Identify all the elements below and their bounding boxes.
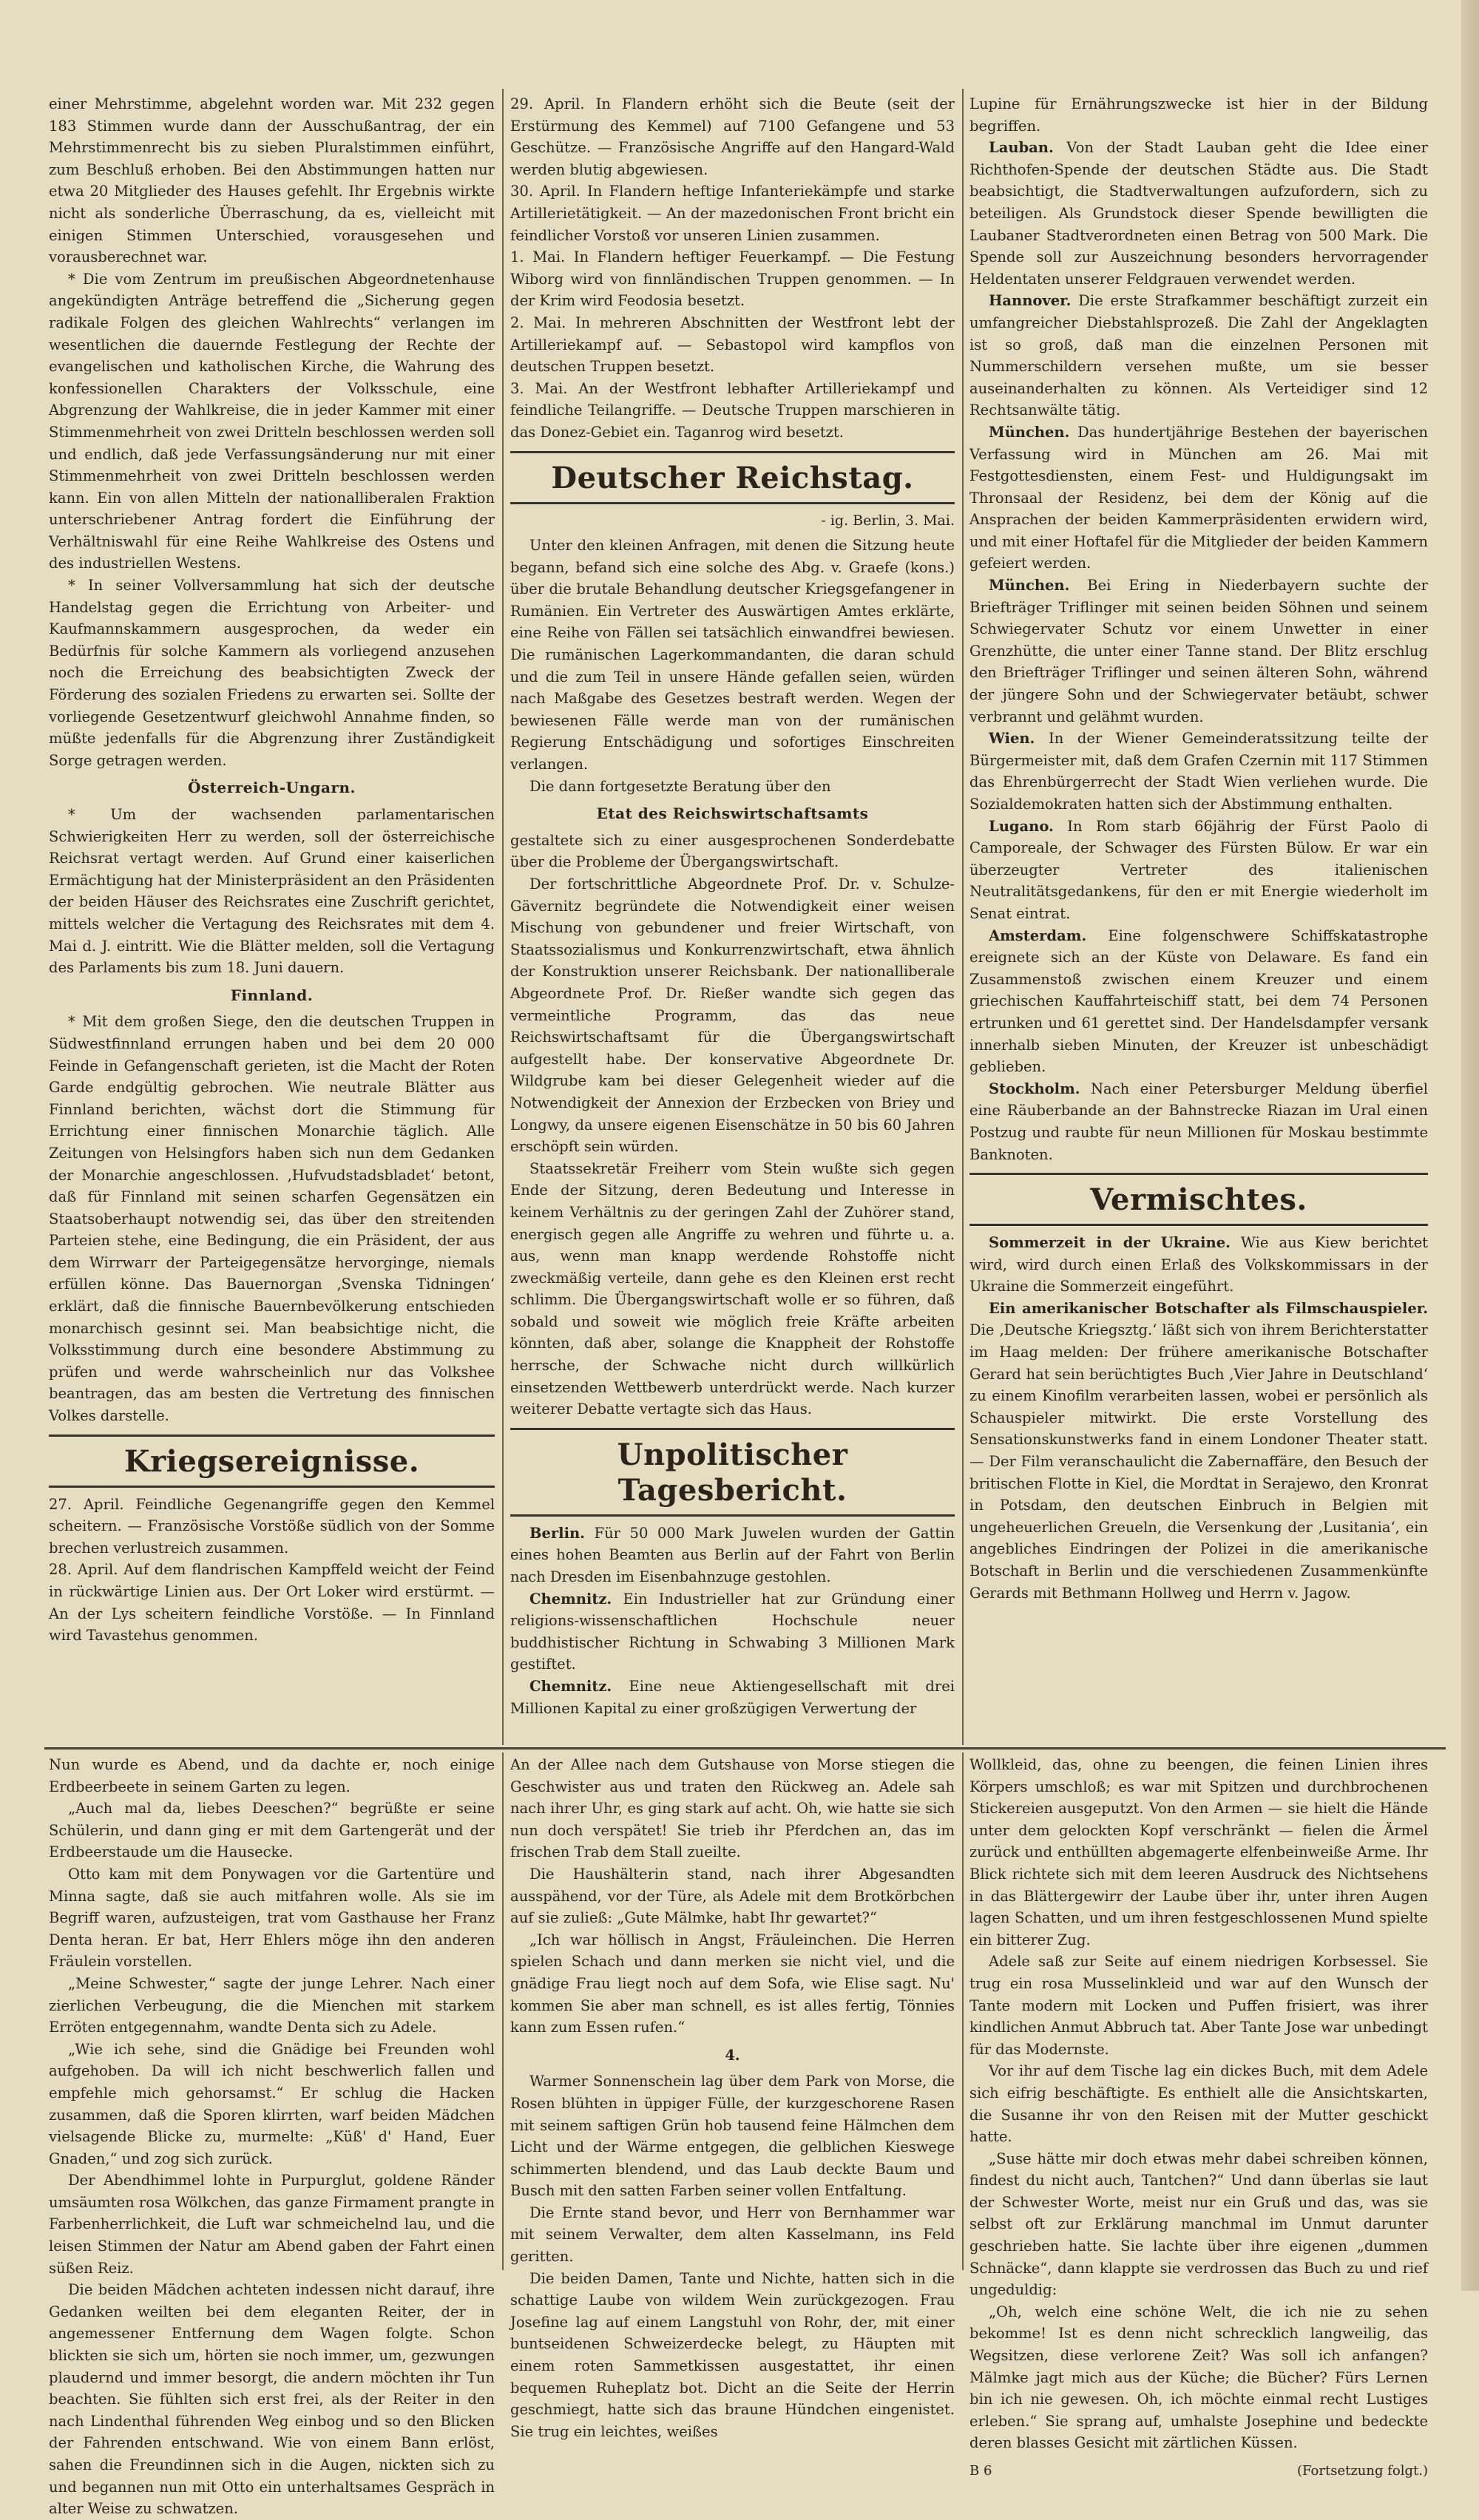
text-paragraph: * Die vom Zentrum im preußischen Abgeordnetenhause angekündigten Anträge betreffend die „Sicherung gegen radikale Folgen des gleichen Wahlrechts“ verlangen im wesentlichen die dauernde Festlegung der Rechte der evangelischen und katholischen Kirche, die Wahrung des konfessionellen Charakters der Volksschule, eine Abgrenzung der Wahlkreise, die in jeder Kammer mit einer Stimmenmehrheit von zwei Dritteln beschlossen werden soll und endlich, daß jede Verfassungsänderung nur mit einer Stimmenmehrheit von zwei Dritteln beschlossen werden kann. Ein von allen Mitteln der nationalliberalen Fraktion unterschriebener Antrag fordert die Einführung der Verhältniswahl für eine Reihe Wahlkreise des Ostens und des industriellen Westens. [49, 270, 495, 572]
news-text: Ein Industrieller hat zur Gründung einer religions-wissenschaftlichen Hochschule neuer buddhistischer Richtung in Schwabing 3 Millionen Mark gestiftet. [510, 1590, 955, 1673]
news-text: In Rom starb 66jährig der Fürst Paolo di Camporeale, der Schwager des Fürsten Bülow. Er war ein überzeugter Vertreter des italienischen Neutralitätsgedankens, für den er mit Energie wiederholt im Senat eintrat. [969, 817, 1428, 922]
news-text: Nach einer Petersburger Meldung überfiel eine Räuberbande an der Bahnstrecke Riazan im Ural einen Postzug und raubte für neun Millionen für Moskau bestimmte Banknoten. [969, 1080, 1428, 1163]
news-location: München. [989, 423, 1070, 441]
story-paragraph: Warmer Sonnenschein lag über dem Park von Morse, die Rosen blühten in üppiger Fülle, der kurzgeschorene Rasen mit seinem saftigen Grün hob tausend feine Hälmchen dem Licht und der Wärme entgegen, die gelblichen Kieswege schimmerten blendend, und das Laub deckte Baum und Busch mit den satten Farben seiner vollen Entfaltung. [510, 2073, 955, 2200]
news-text: Eine folgenschwere Schiffskatastrophe ereignete sich an der Küste von Delaware. Es fand ein Zusammenstoß zwischen einem Kreuzer und einem griechischen Kauffahrteischiff statt, bei dem 74 Personen ertrunken und 61 gerettet sind. Der Handelsdampfer versank innerhalb sieben Minuten, der Kreuzer ist unbeschädigt geblieben. [969, 927, 1428, 1076]
page-divider [44, 1747, 1446, 1750]
news-location: Lauban. [989, 139, 1054, 157]
text-paragraph: gestaltete sich zu einer ausgesprochenen Sonderdebatte über die Probleme der Übergangswirtschaft. [510, 831, 955, 871]
story-paragraph: „Suse hätte mir doch etwas mehr dabei schreiben können, findest du nicht auch, Tantchen?“ Und dann überlas sie laut der Schwester Worte, meist nur ein Gruß und das, was sie selbst oft zur Erklärung manchmal im Unmut darunter geschrieben hatte. Sie lachte über ihre eigenen „dummen Schnäcke“, dann klappte sie verdrossen das Buch zu und rief ungeduldig: [969, 2150, 1428, 2299]
dateline: - ig. Berlin, 3. Mai. [821, 512, 955, 529]
news-item [969, 1232, 1428, 1298]
news-location: Wien. [989, 730, 1035, 748]
top-column-1 [49, 93, 495, 1744]
story-paragraph: „Oh, welch eine schöne Welt, die ich nie zu sehen bekomme! Ist es denn nicht schrecklich langweilig, das Wegsitzen, diese verlorene Zeit? Was soll ich anfangen? Mälmke jagt mich aus der Küche; die Bücher? Fürs Lernen bin ich nie gewesen. Oh, ich möchte einmal recht Lustiges erleben.“ Sie sprang auf, umhalste Josephine und bedeckte deren blasses Gesicht mit zärtlichen Küssen. [969, 2303, 1428, 2452]
news-location: Chemnitz. [529, 1590, 612, 1608]
event-entry: 3. Mai. An der Westfront lebhafter Artilleriekampf und feindliche Teilangriffe. — Deutsche Truppen marschieren in das Donez-Gebiet ein. Taganrog wird besetzt. [510, 379, 955, 441]
text-paragraph: Staatssekretär Freiherr vom Stein wußte sich gegen Ende der Sitzung, deren Bedeutung und Interesse in keinem Verhältnis zu der geringen Zahl der Zuhörer stand, energisch gegen alle Angriffe zu wehren und führte u. a. aus, wenn man knapp werdende Rohstoffe nicht zweckmäßig verteile, dann gehe es den Kleinen erst recht schlimm. Die Übergangswirtschaft wolle er so führen, daß sobald und soweit wie möglich freie Kräfte arbeiten könnten, daß aber, solange die Knappheit der Rohstoffe herrsche, der Schwache nicht durch willkürlich einsetzenden Wettbewerb unterdrückt werde. Nach kurzer weiterer Debatte vertagte sich das Haus. [510, 1159, 955, 1418]
story-paragraph: An der Allee nach dem Gutshause von Morse stiegen die Geschwister aus und traten den Rückweg an. Adele sah nach ihrer Uhr, es ging stark auf acht. Oh, wie hatte sie sich nun doch verspätet! Sie trieb ihr Pferdchen an, das im frischen Trab dem Stall zueilte. [510, 1756, 955, 1861]
news-location: Hannover. [989, 292, 1072, 310]
top-column-2 [510, 93, 955, 1744]
news-text: Für 50 000 Mark Juwelen wurden der Gattin eines hohen Beamten aus Berlin auf der Fahrt von Berlin nach Dresden im Eisenbahnzuge gestohlen. [510, 1524, 955, 1586]
news-text: Die erste Strafkammer beschäftigt zurzeit ein umfangreicher Diebstahlsprozeß. Die Zahl der Angeklagten ist so groß, daß man die einzelnen Personen mit Nummerschildern versehen mußte, um sie besser auseinanderhalten zu können. Als Verteidiger sind 12 Rechtsanwälte tätig. [969, 292, 1428, 419]
story-paragraph: „Ich war höllisch in Angst, Fräuleinchen. Die Herren spielen Schach und dann merken sie nicht viel, und die gnädige Frau liegt noch auf dem Sofa, wie Elise sagt. Nu' kommen Sie aber man schnell, es ist alles fertig, Tönnies kann zum Essen rufen.“ [510, 1931, 955, 2036]
story-column-1 [49, 1754, 495, 2518]
section-heading: Vermischtes. [969, 1173, 1428, 1226]
story-paragraph: Die beiden Damen, Tante und Nichte, hatten sich in die schattige Laube von wildem Wein zurückgezogen. Frau Josefine lag auf einem Langstuhl von Rohr, der, mit einer buntseidenen Schweizerdecke belegt, zu Häupten mit einem roten Sammetkissen ausgestattet, ihr einen bequemen Ruheplatz bot. Dicht an die Seite der Herrin geschmiegt, hatte sich das braune Hündchen eingenistet. Sie trug ein leichtes, weißes [510, 2269, 955, 2440]
news-item [510, 1676, 955, 1719]
story-column-3 [969, 1754, 1428, 2479]
news-text: In der Wiener Gemeinderatssitzung teilte der Bürgermeister mit, daß dem Grafen Czernin mit 117 Stimmen das Ehrenbürgerrecht der Stadt Wien verliehen wurde. Die Sozialdemokraten hatten sich der Abstimmung enthalten. [969, 730, 1428, 813]
news-location: Chemnitz. [529, 1678, 612, 1695]
story-paragraph: Der Abendhimmel lohte in Purpurglut, goldene Ränder umsäumten rosa Wölkchen, das ganze Firmament prangte in Farbenherrlichkeit, die Luft war schmeichelnd lau, und die leisen Stimmen der Natur am Abend gaben der Fahrt einen süßen Reiz. [49, 2172, 495, 2277]
text-paragraph: * In seiner Vollversammlung hat sich der deutsche Handelstag gegen die Errichtung von Arbeiter- und Kaufmannskammern ausgesprochen, da weder ein Bedürfnis für solche Kammern als vorliegend anzusehen noch die Erreichung des beabsichtigten Zweck der Förderung des sozialen Friedens zu erwarten sei. Sollte der vorliegende Gesetzentwurf gleichwohl Annahme finden, so müßte jedenfalls für die Abgrenzung ihrer Zuständigkeit Sorge getragen werden. [49, 577, 495, 769]
text-paragraph: einer Mehrstimme, abgelehnt worden war. Mit 232 gegen 183 Stimmen wurde dann der Ausschußantrag, der ein Mehrstimmenrecht bis zu sieben Pluralstimmen einführt, zum Beschluß erhoben. Bei den Abstimmungen hatten nur etwa 20 Mitglieder des Hauses gefehlt. Ihr Ergebnis wirkte nicht als sonderliche Überraschung, da es, vielleicht mit einigen Stimmen Unterschied, vorausgesehen und vorausberechnet war. [49, 95, 495, 266]
text-paragraph: Unter den kleinen Anfragen, mit denen die Sitzung heute begann, befand sich eine solche des Abg. v. Graefe (kons.) über die brutale Behandlung deutscher Kriegsgefangener in Rumänien. Ein Vertreter des Auswärtigen Amtes erklärte, eine Reihe von Fällen sei tatsächlich einwandfrei bewiesen. Die rumänischen Lagerkommandanten, die daran schuld und die zum Teil in unsere Hände gefallen seien, würden nach Maßgabe des Gesetzes bestraft werden. Wegen der bewiesenen Fälle werde man von der rumänischen Regierung Entschädigung und sofortiges Einschreiten verlangen. [510, 537, 955, 773]
event-entry: 1. Mai. In Flandern heftiger Feuerkampf. — Die Festung Wiborg wird von finnländischen Truppen genommen. — In der Krim wird Feodosia besetzt. [510, 248, 955, 310]
news-location: München. [989, 577, 1070, 595]
story-paragraph: Vor ihr auf dem Tische lag ein dickes Buch, mit dem Adele sich eifrig beschäftigte. Es enthielt alle die Ansichtskarten, die Susanne ihr von den Reisen mit der Mutter geschickt hatte. [969, 2062, 1428, 2146]
news-location: Berlin. [529, 1524, 585, 1542]
text-paragraph: Der fortschrittliche Abgeordnete Prof. Dr. v. Schulze-Gävernitz begründete die Notwendigkeit einer weisen Mischung von gebundener und freier Wirtschaft, von Staatssozialismus und Konkurrenzwirtschaft, etwa ähnlich der Konstruktion unserer Reichsbank. Der nationalliberale Abgeordnete Prof. Dr. Rießer wandte sich gegen das vermeintliche Programm, das das neue Reichswirtschaftsamt für die Übergangswirtschaft aufgestellt habe. Der konservative Abgeordnete Dr. Wildgrube kam bei dieser Gelegenheit wieder auf die Notwendigkeit der Annexion der Erzbecken von Briey und Longwy, da unsere eigenen Eisenschätze in 50 bis 60 Jahren erschöpft sein würden. [510, 875, 955, 1156]
story-paragraph: Adele saß zur Seite auf einem niedrigen Korbsessel. Sie trug ein rosa Musselinkleid und war auf den Wunsch der Tante modern mit Locken und Puffen frisiert, was ihrer kindlichen Anmut Abbruch tat. Aber Tante Jose war unbedingt für das Modernste. [969, 1953, 1428, 2058]
news-text: Wie aus Kiew berichtet wird, wird durch einen Erlaß des Volkskommissars in der Ukraine die Sommerzeit eingeführt. [969, 1234, 1428, 1295]
text-paragraph: Lupine für Ernährungszwecke ist hier in der Bildung begriffen. [969, 95, 1428, 135]
news-item [969, 290, 1428, 421]
subheading: Etat des Reichswirtschaftsamts [596, 805, 869, 823]
event-entry: 29. April. In Flandern erhöht sich die Beute (seit der Erstürmung des Kemmel) auf 7100 Gefangene und 53 Geschütze. — Französische Angriffe auf den Hangard-Wald werden blutig abgewiesen. [510, 95, 955, 178]
news-item [969, 925, 1428, 1078]
page-binding-edge [1461, 0, 1479, 2291]
story-paragraph: Otto kam mit dem Ponywagen vor die Gartentüre und Minna sagte, daß sie auch mitfahren wolle. Als sie im Begriff waren, aufzusteigen, trat vom Gasthause her Franz Denta heran. Er bat, Herr Ehlers möge ihn den anderen Fräulein vorstellen. [49, 1865, 495, 1971]
story-paragraph: „Wie ich sehe, sind die Gnädige bei Freunden wohl aufgehoben. Da will ich nicht beschwerlich fallen und empfehle mich gehorsamst.“ Er schlug die Hacken zusammen, daß die Sporen klirrten, warf beiden Mädchen vielsagende Blicke zu, murmelte: „Küß' d' Hand, Euer Gnaden,“ und zog sich zurück. [49, 2040, 495, 2167]
story-paragraph: „Auch mal da, liebes Deeschen?“ begrüßte er seine Schülerin, und dann ging er mit dem Gartengerät und der Erdbeerstaude um die Hausecke. [49, 1800, 495, 1861]
column-rule [502, 1752, 504, 2270]
text-paragraph: * Mit dem großen Siege, den die deutschen Truppen in Südwestfinnland errungen haben und bei dem 20 000 Feinde in Gefangenschaft gerieten, ist die Macht der Roten Garde endgültig gebrochen. Wie neutrale Blätter aus Finnland berichten, wächst dort die Stimmung für Errichtung einer finnischen Monarchie täglich. Alle Zeitungen von Helsingfors haben sich nun dem Gedanken der Monarchie angeschlossen. ‚Hufvudstadsbladet‘ betont, daß für Finnland mit seinen scharfen Gegensätzen ein Staatsoberhaupt notwendig sei, das über den streitenden Parteien stehe, eine Bedingung, die ein Präsident, der aus dem Wirrwarr der Parteigegensätze hervorginge, niemals erfüllen könne. Das Bauernorgan ‚Svenska Tidningen‘ erklärt, daß die finnische Bauernbevölkerung entschieden monarchisch gesinnt sei. Man beabsichtige nicht, die Volksstimmung durch eine besondere Abstimmung zu prüfen und werde wahrscheinlich nur das Volkshee beantragen, das am besten die Vertretung des finnischen Volkes darstelle. [49, 1013, 495, 1425]
story-paragraph: Nun wurde es Abend, und da dachte er, noch einige Erdbeerbeete in seinem Garten zu legen. [49, 1756, 495, 1795]
section-heading: Unpolitischer Tagesbericht. [510, 1428, 955, 1517]
subheading: Finnland. [230, 986, 314, 1004]
text-paragraph: Die dann fortgesetzte Beratung über den [529, 777, 831, 795]
story-paragraph: Die Haushälterin stand, nach ihrer Abgesandten ausspähend, vor der Türe, als Adele mit dem Brotkörbchen auf sie zuließ: „Gute Mälmke, habt Ihr gewartet?“ [510, 1865, 955, 1927]
story-paragraph: Die Ernte stand bevor, und Herr von Bernhammer war mit seinem Verwalter, dem alten Kasselmann, ins Feld geritten. [510, 2204, 955, 2266]
section-heading: Deutscher Reichstag. [510, 451, 955, 504]
news-subheading: Ein amerikanischer Botschafter als Filmschauspieler. [989, 1299, 1428, 1317]
story-column-2 [510, 1754, 955, 2440]
news-item [969, 728, 1428, 815]
news-text: Die ‚Deutsche Kriegsztg.‘ läßt sich von ihrem Berichterstatter im Haag melden: Der frühere amerikanische Botschafter Gerard hat sein berüchtigtes Buch ‚Vier Jahre in Deutschland‘ zu einem Kinofilm verarbeiten lassen, wobei er persönlich als Schauspieler mitwirkt. Die erste Vorstellung des Sensationskunstwerks fand in einem Londoner Theater statt. — Der Film veranschaulicht die Zabernaffäre, den Besuch der britischen Flotte in Kiel, die Mordtat in Serajewo, den Kronrat in Potsdam, den deutschen Einbruch in Belgien mit ungeheuerlichen Greueln, die Versenkung der ‚Lusitania‘, ein angebliches Eindringen der Polizei in die amerikanische Botschaft in Berlin und die verschiedenen Zusammenkünfte Gerards mit Bethmann Hollweg und Herrn v. Jagow. [969, 1321, 1428, 1602]
text-paragraph: * Um der wachsenden parlamentarischen Schwierigkeiten Herr zu werden, soll der österreichische Reichsrat vertagt werden. Auf Grund einer kaiserlichen Ermächtigung hat der Ministerpräsident an den Präsidenten der beiden Häuser des Reichsrates eine Zuschrift gerichtet, mittels welcher die Vertagung des Reichsrates mit dem 4. Mai d. J. eintritt. Wie die Blätter melden, soll die Vertagung des Parlaments bis zum 18. Juni dauern. [49, 806, 495, 977]
news-item [969, 137, 1428, 290]
news-text: Von der Stadt Lauban geht die Idee einer Richthofen-Spende der deutschen Städte aus. Die Stadt beabsichtigt, die Stadtverwaltungen aufzufordern, sich zu beteiligen. Als Grundstock dieser Spende bewilligten die Laubaner Stadtverordneten einen Betrag von 500 Mark. Die Spende soll zur Auszeichnung besonders hervorragender Heldentaten unserer Feldgrauen verwendet werden. [969, 139, 1428, 288]
story-paragraph: „Meine Schwester,“ sagte der junge Lehrer. Nach einer zierlichen Verbeugung, die die Mienchen mit starkem Erröten entgegennahm, wandte Denta sich zu Adele. [49, 1974, 495, 2036]
column-rule [962, 89, 964, 1745]
story-paragraph: Die beiden Mädchen achteten indessen nicht darauf, ihre Gedanken weilten bei dem eleganten Reiter, der in angemessener Entfernung dem Wagen folgte. Schon blickten sie sich um, hörten sie noch immer, um, gezwungen plaudernd und immer besorgt, die andern möchten ihr Tun beachten. Sie fühlten sich erst frei, als der Reiter in den nach Lindenthal führenden Weg einbog und so den Blicken der Fahrenden entschwand. Wie von einem Bann erlöst, sahen die Freundinnen sich in die Augen, nickten sich zu und begannen nun mit Otto ein unterhaltsames Gespräch in alter Weise zu schwatzen. [49, 2281, 495, 2518]
news-item [969, 1298, 1428, 1604]
news-location: Lugano. [989, 817, 1054, 835]
news-location: Stockholm. [989, 1080, 1080, 1097]
news-text: Bei Ering in Niederbayern suchte der Briefträger Triflinger mit seinen beiden Söhnen und seinem Schwiegervater Schutz vor einem Unwetter in einer Grenzhütte, die unter einer Tanne stand. Der Blitz erschlug den Briefträger Triflinger und seinen älteren Sohn, während der jüngere Sohn und der Schwiegervater betäubt, schwer verbrannt und gelähmt wurden. [969, 577, 1428, 725]
news-subheading: Sommerzeit in der Ukraine. [989, 1234, 1231, 1252]
news-item [969, 575, 1428, 728]
news-text: Eine neue Aktiengesellschaft mit drei Millionen Kapital zu einer großzügigen Verwertung der [510, 1678, 955, 1717]
chapter-number: 4. [725, 2046, 740, 2064]
news-text: Das hundertjährige Bestehen der bayerischen Verfassung wird in München am 26. Mai mit Festgottesdiensten, einem Fest- und Huldigungsakt im Thronsaal der Residenz, bei dem der König auf die Ansprachen der beiden Kammerpräsidenten erwidern wird, und mit einer Hoftafel für die Mitglieder der beiden Kammern gefeiert werden. [969, 423, 1428, 572]
section-heading: Kriegsereignisse. [49, 1435, 495, 1488]
news-item [969, 421, 1428, 575]
news-item [510, 1522, 955, 1588]
event-entry: 27. April. Feindliche Gegenangriffe gegen den Kemmel scheitern. — Französische Vorstöße südlich von der Somme brechen verlustreich zusammen. [49, 1495, 495, 1557]
subheading: Österreich-Ungarn. [187, 779, 356, 797]
event-entry: 2. Mai. In mehreren Abschnitten der Westfront lebt der Artilleriekampf auf. — Sebastopol wird kampflos von deutschen Truppen besetzt. [510, 314, 955, 376]
column-rule [962, 1752, 964, 2270]
news-location: Amsterdam. [989, 927, 1087, 944]
column-rule [502, 89, 504, 1745]
news-item [969, 816, 1428, 925]
story-paragraph: Wollkleid, das, ohne zu beengen, die feinen Linien ihres Körpers umschloß; es war mit Spitzen und durchbrochenen Stickereien ausgeputzt. Von den Armen — sie hielt die Hände unter dem gelockten Kopf verschränkt — fielen die Ärmel zurück und enthüllten abgemagerte elfenbeinweiße Arme. Ihr Blick richtete sich mit dem leeren Ausdruck des Nichtsehens in das Blättergewirr der Laube über ihr, unter ihren Augen lagen Schatten, und um ihren festgeschlossenen Mund spielte ein bitterer Zug. [969, 1756, 1428, 1948]
news-item [969, 1078, 1428, 1165]
event-entry: 28. April. Auf dem flandrischen Kampffeld weicht der Feind in rückwärtige Linien aus. Der Ort Loker wird erstürmt. — An der Lys scheitern feindliche Vorstöße. — In Finnland wird Tavastehus genommen. [49, 1561, 495, 1645]
continuation-note: (Fortsetzung folgt.) [1297, 2463, 1428, 2479]
story-footer [969, 2460, 1428, 2482]
page-marker: B 6 [969, 2463, 992, 2479]
event-entry: 30. April. In Flandern heftige Infanteriekämpfe und starke Artillerietätigkeit. — An der mazedonischen Front bricht ein feindlicher Vorstoß vor unseren Linien zusammen. [510, 183, 955, 244]
news-item [510, 1588, 955, 1676]
top-column-3 [969, 93, 1428, 1744]
